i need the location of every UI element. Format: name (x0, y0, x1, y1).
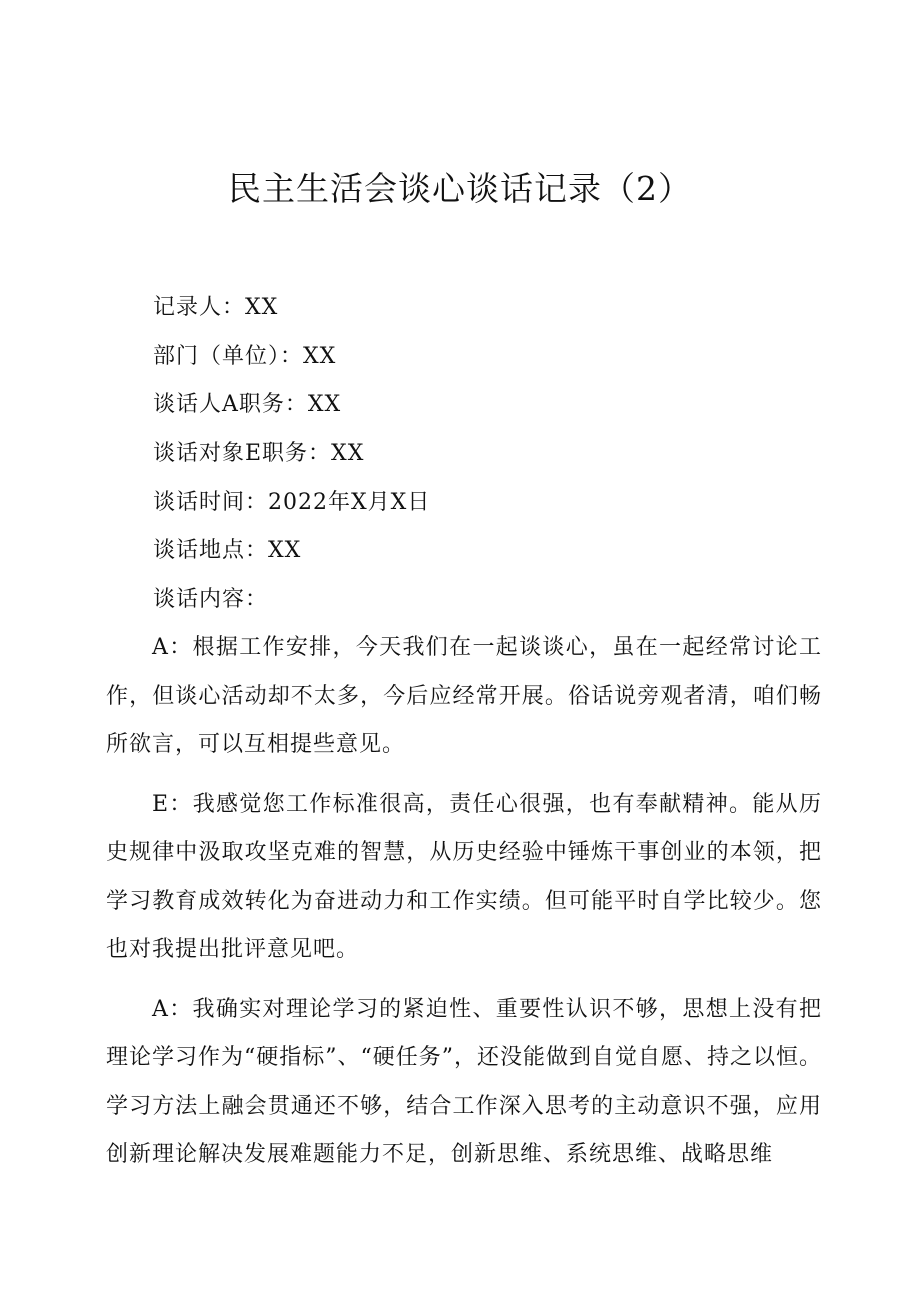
paragraph-a-2: A：我确实对理论学习的紧迫性、重要性认识不够，思想上没有把理论学习作为“硬指标”、“硬任务”，还没能做到自觉自愿、持之以恒。学习方法上融会贯通还不够，结合工作深入思考的主动意识不强，应用创新理论解决发展难题能力不足，创新思维、系统思维、战略思维 (106, 996, 822, 1167)
document-title: 民主生活会谈心谈话记录（2） (228, 169, 692, 208)
speaker-e-position-field: 谈话对象E职务：XX (153, 441, 365, 467)
department-field: 部门（单位）：XX (153, 343, 337, 369)
talk-time-field: 谈话时间：2022年X月X日 (153, 489, 431, 515)
speaker-a-position-field: 谈话人A职务：XX (153, 392, 342, 418)
paragraph-a-1: A：根据工作安排，今天我们在一起谈谈心，虽在一起经常讨论工作，但谈心活动却不太多，今后应经常开展。俗话说旁观者清，咱们畅所欲言，可以互相提些意见。 (106, 635, 822, 757)
talk-location-field: 谈话地点：XX (153, 538, 302, 564)
conversation-body (106, 624, 822, 1191)
talk-content-label: 谈话内容： (153, 587, 269, 613)
recorder-field: 记录人：XX (153, 295, 279, 320)
paragraph-e-1: E：我感觉您工作标准很高，责任心很强，也有奉献精神。能从历史规律中汲取攻坚克难的智慧，从历史经验中锤炼干事创业的本领，把学习教育成效转化为奋进动力和工作实绩。但可能平时自学比较少。您也对我提出批评意见吧。 (106, 791, 822, 962)
record-meta-list (153, 284, 430, 625)
